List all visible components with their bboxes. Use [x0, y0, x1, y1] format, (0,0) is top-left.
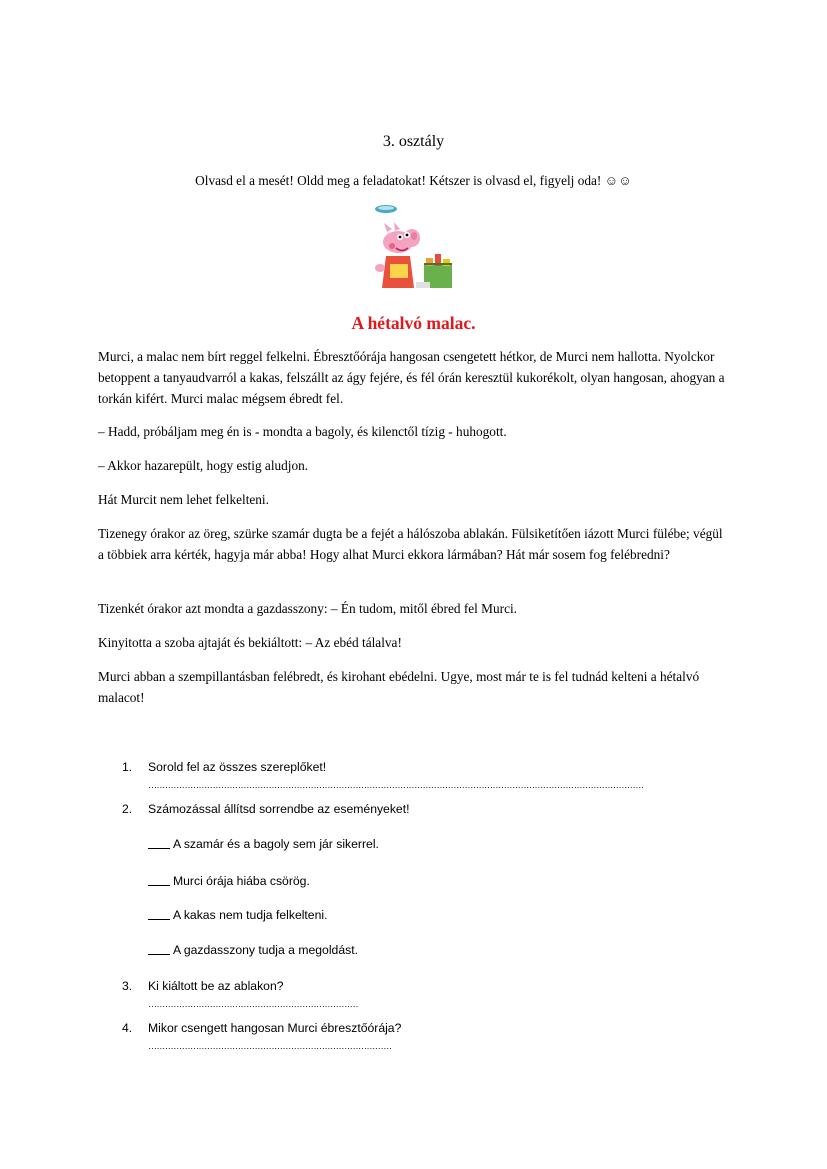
instruction-line: Olvasd el a mesét! Oldd meg a feladatokat! Kétszer is olvasd el, figyelj oda! ☺☺	[195, 173, 632, 188]
question-3	[122, 979, 742, 1015]
answer-line[interactable]: ……………………………………………………………………………………………………………………………………………………………	[148, 780, 644, 790]
ordering-item	[148, 874, 310, 888]
story-paragraph: Murci, a malac nem bírt reggel felkelni. Ébresztőórája hangosan csengetett hétkor, de Murci nem hallotta. Nyolckor betoppent a tanyaudvarról a kakas, felszállt az ágy fejére, és fél órán keresztül kukorékolt, olyan hangosan, ahogyan a torkán kifért. Murci malac mégsem ébredt fel.	[98, 349, 725, 406]
number-blank[interactable]	[148, 954, 170, 955]
number-blank[interactable]	[148, 919, 170, 920]
ordering-item-text: A kakas nem tudja felkelteni.	[173, 908, 328, 922]
answer-line[interactable]: ……………………………………………………………………………	[148, 1041, 392, 1051]
question-text: Mikor csengett hangosan Murci ébresztőórája?	[148, 1021, 402, 1035]
number-blank[interactable]	[148, 885, 170, 886]
answer-line[interactable]: …………………………………………………………………	[148, 999, 359, 1009]
question-number: 4.	[122, 1021, 133, 1035]
question-2	[122, 802, 742, 820]
story-title: A hétalvó malac.	[351, 313, 476, 333]
ordering-item-text: Murci órája hiába csörög.	[173, 874, 310, 888]
story-paragraph: Hát Murcit nem lehet felkelteni.	[98, 492, 269, 507]
story-paragraph: Kinyitotta a szoba ajtaját és bekiáltott: – Az ebéd tálalva!	[98, 635, 402, 650]
story-paragraph: Tizenkét órakor azt mondta a gazdasszony: – Én tudom, mitől ébred fel Murci.	[98, 601, 517, 616]
peppa-pig-illustration	[366, 202, 462, 294]
grade-heading: 3. osztály	[382, 133, 445, 150]
ordering-item-text: A gazdasszony tudja a megoldást.	[173, 943, 358, 957]
story-paragraph: Murci abban a szempillantásban felébredt, és kirohant ebédelni. Ugye, most már te is fel tudnád kelteni a hétalvó malacot!	[98, 669, 700, 705]
question-text: Számozással állítsd sorrendbe az eseményeket!	[148, 802, 410, 816]
story-paragraph: Tizenegy órakor az öreg, szürke szamár dugta be a fejét a hálószoba ablakán. Fülsiketítően iázott Murci fülébe; végül a többiek arra kérték, hagyja már abba! Hogy alhat Murci ekkora lármában? Hát már sosem fog felébredni?	[98, 526, 723, 562]
question-1	[122, 760, 742, 796]
story-paragraph: – Hadd, próbáljam meg én is - mondta a bagoly, és kilenctől tízig - huhogott.	[98, 424, 507, 439]
question-number: 3.	[122, 979, 133, 993]
ordering-item	[148, 908, 327, 922]
number-blank[interactable]	[148, 848, 170, 849]
ordering-item-text: A szamár és a bagoly sem jár sikerrel.	[173, 837, 379, 851]
question-4	[122, 1021, 742, 1057]
ordering-item	[148, 837, 379, 851]
question-text: Sorold fel az összes szereplőket!	[148, 760, 327, 774]
question-number: 1.	[122, 760, 133, 774]
ordering-item	[148, 943, 358, 957]
story-paragraph: – Akkor hazarepült, hogy estig aludjon.	[98, 458, 309, 473]
question-text: Ki kiáltott be az ablakon?	[148, 979, 284, 993]
question-number: 2.	[122, 802, 133, 816]
